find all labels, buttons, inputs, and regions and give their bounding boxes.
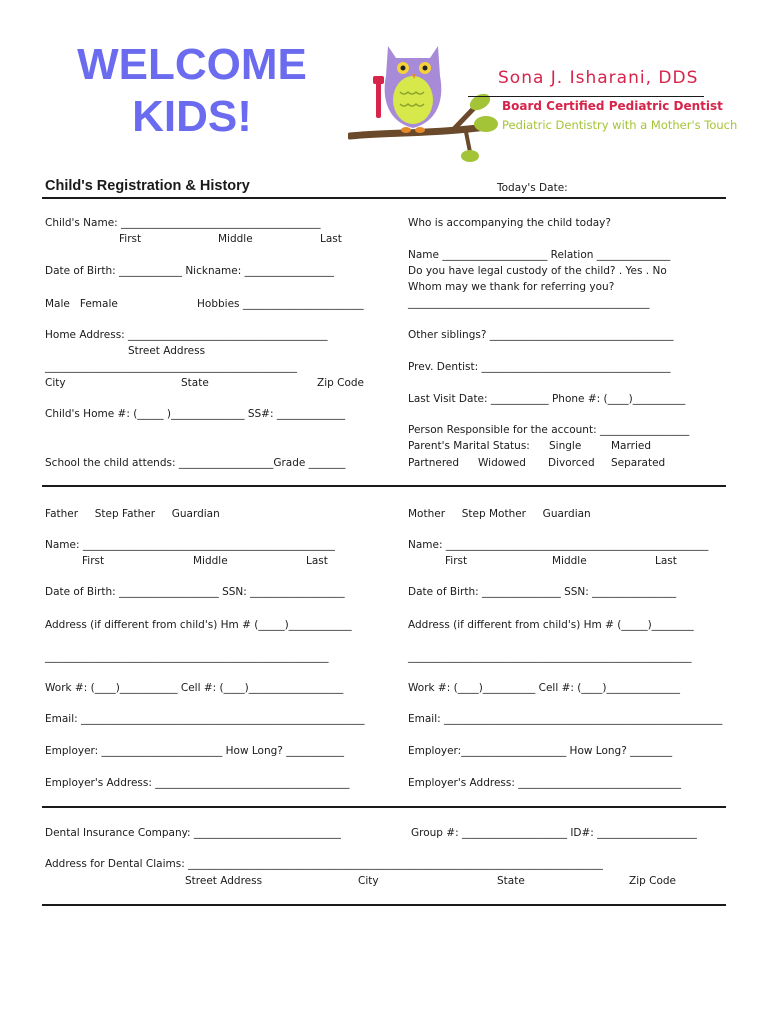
prev-dentist-field[interactable]: Prev. Dentist: ____________________________________ xyxy=(408,361,671,373)
city-label: City xyxy=(45,377,66,389)
home-address-field[interactable]: Home Address: ______________________________________ xyxy=(45,329,328,341)
section-rule-insurance xyxy=(42,806,726,808)
mother-employer-field[interactable]: Employer:____________________ How Long? ________ xyxy=(408,745,673,757)
school-grade-field[interactable]: School the child attends: __________________Grade _______ xyxy=(45,457,346,469)
marital-partnered-option[interactable]: Partnered xyxy=(408,457,460,469)
father-email-field[interactable]: Email: ______________________________________________________ xyxy=(45,713,365,725)
legal-custody-question[interactable]: Do you have legal custody of the child? . Yes . No xyxy=(408,265,667,277)
marital-separated-option[interactable]: Separated xyxy=(611,457,666,469)
tagline: Pediatric Dentistry with a Mother's Touch xyxy=(502,118,738,132)
child-home-phone-ss-field[interactable]: Child's Home #: (_____ )______________ SS#: _____________ xyxy=(45,408,346,420)
mother-work-cell-field[interactable]: Work #: (____)__________ Cell #: (____)______________ xyxy=(408,682,680,694)
father-type-options[interactable]: Father Step Father Guardian xyxy=(45,508,220,520)
child-name-first-label: First xyxy=(119,233,142,245)
father-address-field[interactable]: Address (if different from child's) Hm # (_____)____________ xyxy=(45,619,352,631)
referral-field[interactable]: ______________________________________________ xyxy=(408,297,650,309)
mother-employer-address-field[interactable]: Employer's Address: _______________________________ xyxy=(408,777,681,789)
marital-status-label: Parent's Marital Status: xyxy=(408,440,530,452)
father-address-line[interactable]: ______________________________________________________ xyxy=(45,651,329,663)
header-divider xyxy=(468,96,704,97)
street-address-label: Street Address xyxy=(128,345,206,357)
home-address-line2[interactable]: ________________________________________________ xyxy=(45,361,297,373)
other-siblings-field[interactable]: Other siblings? ___________________________________ xyxy=(408,329,674,341)
mother-name-field[interactable]: Name: __________________________________________________ xyxy=(408,539,709,551)
accompany-name-relation-field[interactable]: Name ____________________ Relation ______________ xyxy=(408,249,671,261)
owl-on-branch-icon xyxy=(348,36,498,166)
state-label: State xyxy=(181,377,209,389)
mother-first-label: First xyxy=(445,555,468,567)
insurance-company-field[interactable]: Dental Insurance Company: ____________________________ xyxy=(45,827,341,839)
father-first-label: First xyxy=(82,555,105,567)
child-name-last-label: Last xyxy=(320,233,342,245)
title-rule xyxy=(42,197,726,199)
father-employer-field[interactable]: Employer: _______________________ How Long? ___________ xyxy=(45,745,344,757)
child-name-middle-label: Middle xyxy=(218,233,253,245)
responsible-person-field[interactable]: Person Responsible for the account: _________________ xyxy=(408,424,690,436)
hobbies-field[interactable]: Hobbies _______________________ xyxy=(197,298,364,310)
mother-dob-ssn-field[interactable]: Date of Birth: _______________ SSN: ________________ xyxy=(408,586,677,598)
father-work-cell-field[interactable]: Work #: (____)___________ Cell #: (____)__________________ xyxy=(45,682,344,694)
gender-options[interactable]: Male Female xyxy=(45,298,118,310)
marital-divorced-option[interactable]: Divorced xyxy=(548,457,595,469)
bottom-rule xyxy=(42,904,726,906)
accompany-question: Who is accompanying the child today? xyxy=(408,217,611,229)
father-middle-label: Middle xyxy=(193,555,228,567)
mother-email-field[interactable]: Email: _____________________________________________________ xyxy=(408,713,723,725)
zip-label: Zip Code xyxy=(317,377,364,389)
claims-city-label: City xyxy=(358,875,379,887)
todays-date-label: Today's Date: xyxy=(497,182,568,194)
claims-zip-label: Zip Code xyxy=(629,875,676,887)
claims-state-label: State xyxy=(497,875,525,887)
child-dob-nickname-field[interactable]: Date of Birth: ____________ Nickname: _________________ xyxy=(45,265,334,277)
welcome-heading-line1: WELCOME xyxy=(77,40,307,89)
dental-claims-address-field[interactable]: Address for Dental Claims: _______________________________________________________________________________ xyxy=(45,858,603,870)
welcome-heading-line2: KIDS! xyxy=(132,92,252,141)
child-name-field[interactable]: Child's Name: ______________________________________ xyxy=(45,217,321,229)
last-visit-phone-field[interactable]: Last Visit Date: ___________ Phone #: (____)__________ xyxy=(408,393,686,405)
father-last-label: Last xyxy=(306,555,328,567)
mother-type-options[interactable]: Mother Step Mother Guardian xyxy=(408,508,591,520)
marital-single-option[interactable]: Single xyxy=(549,440,582,452)
insurance-group-id-field[interactable]: Group #: ____________________ ID#: ___________________ xyxy=(411,827,697,839)
credential-line: Board Certified Pediatric Dentist xyxy=(502,99,723,113)
mother-address-field[interactable]: Address (if different from child's) Hm # (_____)________ xyxy=(408,619,694,631)
marital-married-option[interactable]: Married xyxy=(611,440,651,452)
dentist-name: Sona J. Isharani, DDS xyxy=(498,68,699,88)
referral-question: Whom may we thank for referring you? xyxy=(408,281,615,293)
mother-last-label: Last xyxy=(655,555,677,567)
father-employer-address-field[interactable]: Employer's Address: _____________________________________ xyxy=(45,777,350,789)
marital-widowed-option[interactable]: Widowed xyxy=(478,457,526,469)
form-title: Child's Registration & History xyxy=(45,178,250,194)
section-rule-parents xyxy=(42,485,726,487)
mother-address-line[interactable]: ______________________________________________________ xyxy=(408,651,692,663)
father-name-field[interactable]: Name: ________________________________________________ xyxy=(45,539,335,551)
mother-middle-label: Middle xyxy=(552,555,587,567)
claims-street-label: Street Address xyxy=(185,875,263,887)
father-dob-ssn-field[interactable]: Date of Birth: ___________________ SSN: __________________ xyxy=(45,586,345,598)
